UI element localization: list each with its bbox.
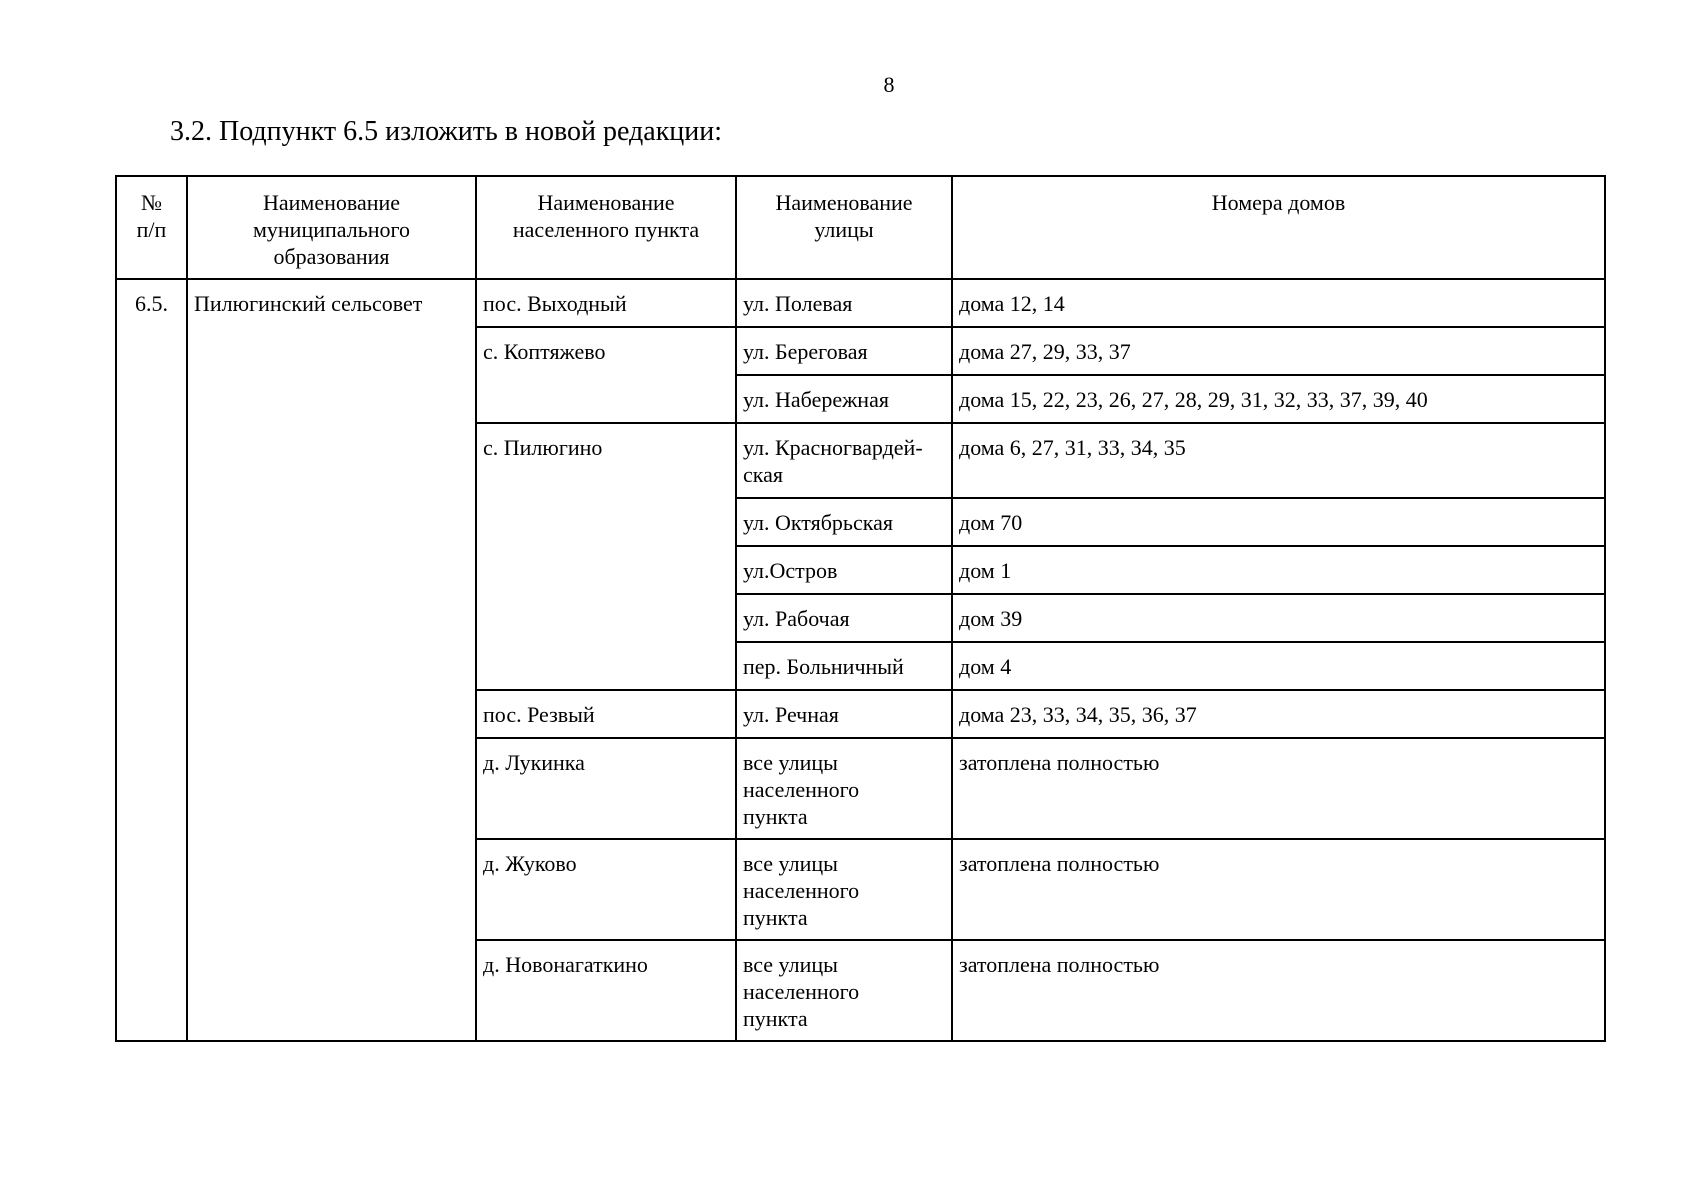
settlement-cell: д. Жуково xyxy=(476,839,736,940)
header-street: Наименование улицы xyxy=(736,176,952,279)
street-cell: ул. Рабочая xyxy=(736,594,952,642)
street-cell: ул.Остров xyxy=(736,546,952,594)
settlement-cell: д. Новонагаткино xyxy=(476,940,736,1041)
settlement-cell: с. Пилюгино xyxy=(476,423,736,690)
street-cell: ул. Октябрьская xyxy=(736,498,952,546)
header-municipality: Наименование муниципального образования xyxy=(187,176,476,279)
page-number: 8 xyxy=(883,72,895,97)
houses-cell: дом 4 xyxy=(952,642,1605,690)
street-cell: все улицы населенного пункта xyxy=(736,839,952,940)
street-cell: ул. Речная xyxy=(736,690,952,738)
houses-cell: дом 1 xyxy=(952,546,1605,594)
houses-cell: затоплена полностью xyxy=(952,738,1605,839)
header-settlement: Наименование населенного пункта xyxy=(476,176,736,279)
settlement-cell: пос. Выходный xyxy=(476,279,736,327)
houses-cell: дома 12, 14 xyxy=(952,279,1605,327)
street-cell: ул. Красногвардей- ская xyxy=(736,423,952,498)
section-intro: 3.2. Подпункт 6.5 изложить в новой редакции: xyxy=(170,116,723,147)
settlement-cell: с. Коптяжево xyxy=(476,327,736,423)
street-cell: все улицы населенного пункта xyxy=(736,940,952,1041)
street-cell: ул. Набережная xyxy=(736,375,952,423)
houses-cell: дом 70 xyxy=(952,498,1605,546)
houses-cell: дом 39 xyxy=(952,594,1605,642)
houses-cell: затоплена полностью xyxy=(952,940,1605,1041)
header-houses: Номера домов xyxy=(952,176,1605,279)
street-cell: ул. Береговая xyxy=(736,327,952,375)
table-header-row xyxy=(116,176,1605,279)
street-cell: пер. Больничный xyxy=(736,642,952,690)
houses-cell: дома 6, 27, 31, 33, 34, 35 xyxy=(952,423,1605,498)
municipality-cell: Пилюгинский сельсовет xyxy=(187,279,476,1041)
street-cell: все улицы населенного пункта xyxy=(736,738,952,839)
row-number: 6.5. xyxy=(116,279,187,1041)
flood-zone-table xyxy=(115,175,1606,1042)
table-row xyxy=(116,279,1605,327)
houses-cell: дома 27, 29, 33, 37 xyxy=(952,327,1605,375)
settlement-cell: пос. Резвый xyxy=(476,690,736,738)
street-cell: ул. Полевая xyxy=(736,279,952,327)
houses-cell: дома 15, 22, 23, 26, 27, 28, 29, 31, 32, 33, 37, 39, 40 xyxy=(952,375,1605,423)
settlement-cell: д. Лукинка xyxy=(476,738,736,839)
houses-cell: дома 23, 33, 34, 35, 36, 37 xyxy=(952,690,1605,738)
header-number: № п/п xyxy=(116,176,187,279)
houses-cell: затоплена полностью xyxy=(952,839,1605,940)
